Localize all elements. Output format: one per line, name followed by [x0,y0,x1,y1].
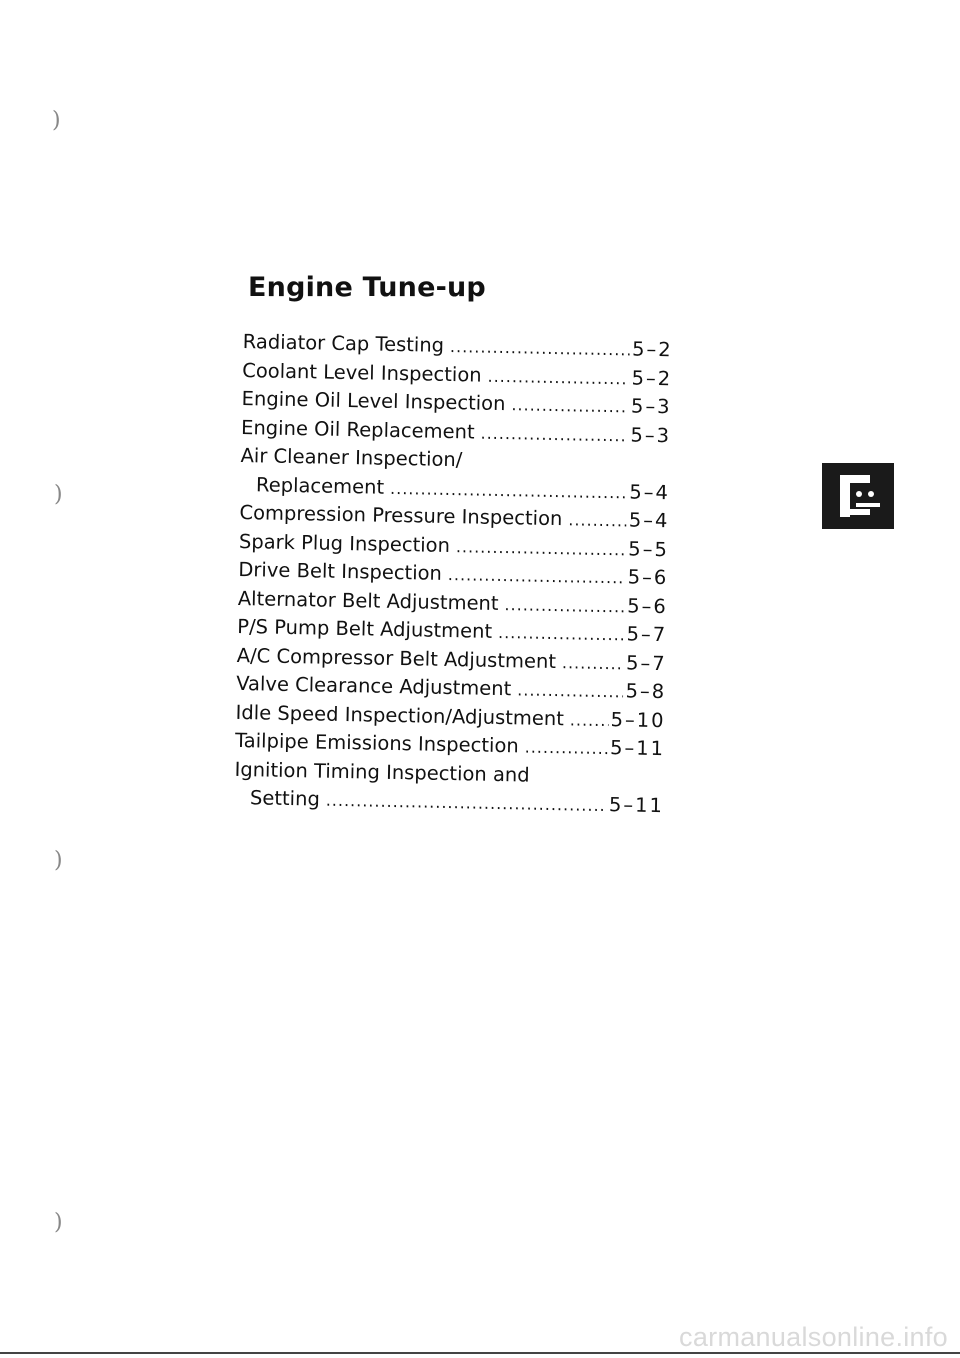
toc-entry-label: Replacement [255,472,385,499]
toc-entry-label: Spark Plug Inspection [238,529,451,557]
toc-leader-dots [487,366,629,388]
toc-leader-dots [570,710,609,730]
binder-hole-mark: ) [52,108,61,133]
toc-leader-dots [450,337,630,359]
toc-entry-page: 5–6 [626,593,668,618]
toc-leader-dots [568,510,627,530]
binder-hole-mark: ) [54,482,63,507]
toc-leader-dots [498,623,625,644]
toc-entry-page: 5–8 [625,679,667,704]
toc-entry-label: Air Cleaner Inspection/ [240,443,463,472]
toc-entry-page: 5–4 [629,479,671,504]
toc-entry-page: 5–7 [626,622,668,647]
tab-glyph-part [856,503,880,507]
toc-entry-page: 5–2 [631,365,673,390]
toc-entry-label: Setting [249,786,321,811]
toc-leader-dots [456,537,627,559]
toc-entry-page: 5–4 [628,508,670,533]
toc-entry-label: Valve Clearance Adjustment [235,671,512,701]
toc-leader-dots [480,423,628,445]
toc-leader-dots [511,395,629,416]
binder-hole-mark: ) [54,1210,63,1235]
tab-glyph-part [840,509,870,515]
binder-hole-mark: ) [54,848,63,873]
toc-leader-dots [390,478,628,502]
toc-entry-label: Radiator Cap Testing [242,330,445,357]
toc-entry-page: 5–11 [608,793,665,818]
toc-entry-label: Drive Belt Inspection [238,557,443,585]
toc-entry-page: 5–2 [631,337,673,362]
toc-leader-dots [562,653,624,673]
toc-entry-page: 5–3 [630,422,672,447]
watermark-text: carmanualsonline.info [679,1322,948,1352]
toc-entry-label: Compression Pressure Inspection [239,500,563,531]
toc-leader-dots [517,680,624,701]
toc-entry-label: Coolant Level Inspection [242,358,482,387]
page-bottom-border [0,1352,960,1354]
toc-leader-dots [448,565,626,587]
page-title: Engine Tune-up [248,272,486,303]
tab-glyph-part [840,475,870,483]
toc-entry-page: 5–10 [610,707,666,732]
toc-entry-page: 5–5 [628,536,670,561]
toc-leader-dots [326,791,608,815]
table-of-contents [234,330,673,823]
toc-entry-label: A/C Compressor Belt Adjustment [236,643,557,673]
toc-entry-label: Engine Oil Level Inspection [241,386,506,416]
toc-entry-page: 5–3 [630,394,672,419]
section-tab-icon [822,463,894,529]
tab-glyph-part [856,491,862,497]
tab-glyph-part [868,491,874,497]
toc-entry-label: Idle Speed Inspection/Adjustment [235,700,565,730]
toc-entry-label: Engine Oil Replacement [240,415,475,443]
toc-entry-page: 5–11 [609,736,666,761]
toc-entry-label: Alternator Belt Adjustment [237,586,499,615]
toc-leader-dots [525,737,609,758]
toc-entry-label: P/S Pump Belt Adjustment [237,614,493,643]
toc-entry-page: 5–6 [627,565,669,590]
toc-entry-page: 5–7 [625,650,667,675]
toc-leader-dots [504,595,625,616]
toc-entry-label: Tailpipe Emissions Inspection [234,728,519,758]
toc-entry-label: Ignition Timing Inspection and [234,757,530,787]
